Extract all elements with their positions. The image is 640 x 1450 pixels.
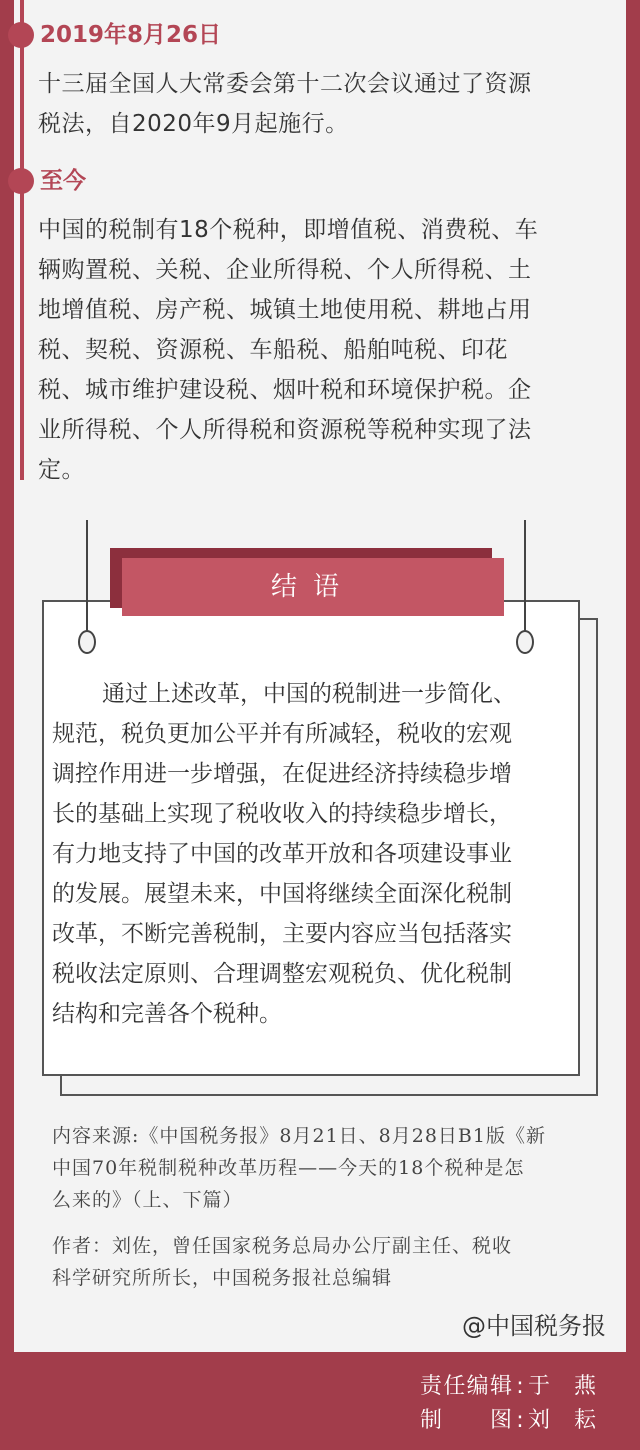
credit-value: 刘 耘 xyxy=(528,1408,596,1433)
timeline-text xyxy=(38,210,594,490)
timeline-date: 2019年8月26日 xyxy=(40,22,222,48)
hanger-line-left xyxy=(86,520,88,634)
text-line: 改革，不断完善税制，主要内容应当包括落实 xyxy=(52,921,512,947)
author-note xyxy=(52,1230,612,1294)
credits xyxy=(420,1370,610,1438)
timeline-text xyxy=(38,64,594,144)
text-line: 科学研究所所长，中国税务报社总编辑 xyxy=(52,1267,393,1289)
text-line: 税、城市维护建设税、烟叶税和环境保护税。企 xyxy=(38,377,532,403)
credit-value: 于 燕 xyxy=(528,1374,596,1399)
text-line: 地增值税、房产税、城镇土地使用税、耕地占用 xyxy=(38,297,532,323)
text-line: 规范，税负更加公平并有所减轻，税收的宏观 xyxy=(52,721,512,747)
timeline-dot xyxy=(8,22,34,48)
text-line: 结构和完善各个税种。 xyxy=(52,1001,282,1027)
credit-label: 制 图 xyxy=(420,1408,512,1433)
conclusion-text xyxy=(52,674,562,1034)
text-line: 中国的税制有18个税种，即增值税、消费税、车 xyxy=(38,217,539,243)
conclusion-title: 结语 xyxy=(122,558,504,616)
text-line: 的发展。展望未来，中国将继续全面深化税制 xyxy=(52,881,512,907)
text-line: 作者：刘佐，曾任国家税务总局办公厅副主任、税收 xyxy=(52,1235,513,1257)
hanger-ring-left xyxy=(78,630,96,654)
text-line: 辆购置税、关税、企业所得税、个人所得税、土 xyxy=(38,257,532,283)
text-line: 有力地支持了中国的改革开放和各项建设事业 xyxy=(52,841,512,867)
text-line: 中国70年税制税种改革历程——今天的18个税种是怎 xyxy=(52,1157,525,1179)
text-line: 税收法定原则、合理调整宏观税负、优化税制 xyxy=(52,961,512,987)
timeline-dot xyxy=(8,168,34,194)
text-line: 十三届全国人大常委会第十二次会议通过了资源 xyxy=(38,71,532,97)
timeline-line xyxy=(20,0,24,480)
text-line: 定。 xyxy=(38,457,85,483)
text-line: 长的基础上实现了税收收入的持续稳步增长， xyxy=(52,801,512,827)
timeline-date: 至今 xyxy=(40,168,86,194)
publisher-handle: @中国税务报 xyxy=(462,1312,606,1340)
hanger-line-right xyxy=(524,520,526,634)
text-line: 税法，自2020年9月起施行。 xyxy=(38,111,349,137)
text-line: 调控作用进一步增强，在促进经济持续稳步增 xyxy=(52,761,512,787)
credit-label: 责 任 编 辑 xyxy=(420,1374,512,1399)
text-line: 么来的》（上、下篇） xyxy=(52,1189,243,1211)
source-note xyxy=(52,1120,612,1216)
text-line: 通过上述改革，中国的税制进一步简化、 xyxy=(102,681,516,707)
credit-editor: 责 任 编 辑 : 于 燕 xyxy=(420,1370,610,1404)
credit-drawing: 制 图 : 刘 耘 xyxy=(420,1404,610,1438)
text-line: 内容来源:《中国税务报》8月21日、8月28日B1版《新 xyxy=(52,1125,546,1147)
text-line: 业所得税、个人所得税和资源税等税种实现了法 xyxy=(38,417,532,443)
text-line: 税、契税、资源税、车船税、船舶吨税、印花 xyxy=(38,337,508,363)
hanger-ring-right xyxy=(516,630,534,654)
